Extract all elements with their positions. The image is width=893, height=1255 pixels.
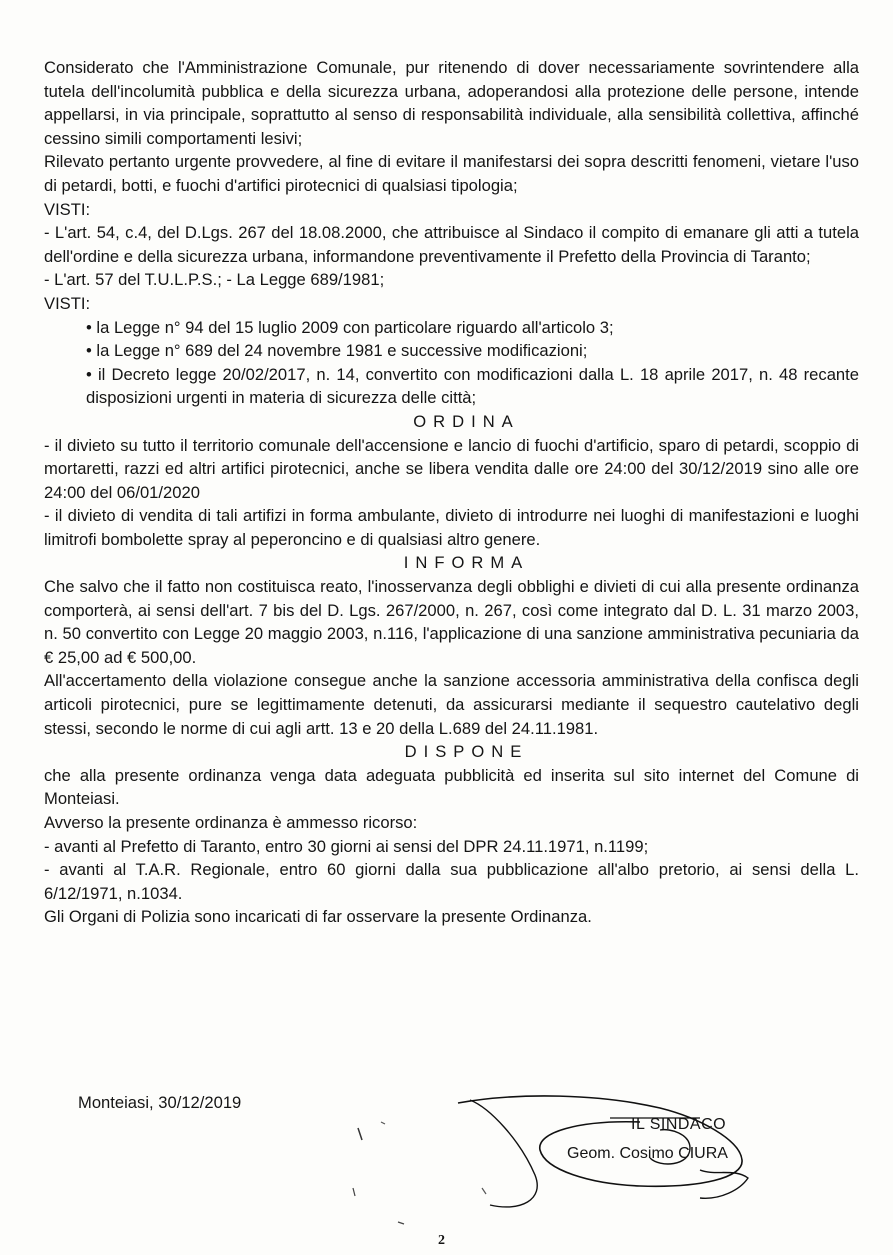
- ordina-divieto-accensione: - il divieto su tutto il territorio comunale dell'accensione e lancio di fuochi d'artificio, sparo di petardi, scoppio di mortaretti, razzi ed altri artifici pirotecnici, anche se libera vendita dalle ore 24:00 del 30/12/2019 sino alle ore 24:00 del 06/01/2020: [44, 435, 859, 502]
- heading-ordina: ORDINA: [413, 411, 520, 431]
- visti-bullet-list: [44, 316, 859, 410]
- place-date: Monteiasi, 30/12/2019: [78, 1093, 242, 1112]
- visti-heading-2: VISTI:: [44, 293, 91, 313]
- dispone-prefetto: - avanti al Prefetto di Taranto, entro 30 giorni ai sensi del DPR 24.11.1971, n.1199;: [44, 836, 649, 856]
- document-body: [44, 56, 859, 929]
- visti-item-tulps: - L'art. 57 del T.U.L.P.S.; - La Legge 689/1981;: [44, 270, 385, 290]
- dispone-polizia: Gli Organi di Polizia sono incaricati di far osservare la presente Ordinanza.: [44, 907, 592, 927]
- page-number: 2: [438, 1233, 445, 1248]
- dispone-pubblicita: che alla presente ordinanza venga data adeguata pubblicità ed inserita sul sito internet del Comune di Monteiasi.: [44, 765, 859, 809]
- dispone-ricorso: Avverso la presente ordinanza è ammesso ricorso:: [44, 813, 418, 832]
- bullet-legge-689: • la Legge n° 689 del 24 novembre 1981 e successive modificazioni;: [86, 341, 588, 361]
- signature-name: Geom. Cosimo CIURA: [567, 1145, 728, 1162]
- paragraph-considerato: Considerato che l'Amministrazione Comunale, pur ritenendo di dover necessariamente sovrintendere alla tutela dell'incolumità pubblica e della sicurezza urbana, adoperandosi alla protezione delle persone, intende appellarsi, in via principale, soprattutto al senso di responsabilità individuale, alla sensibilità collettiva, affinché cessino simili comportamenti lesivi;: [44, 58, 859, 148]
- visti-heading-1: VISTI:: [44, 199, 91, 219]
- bullet-legge-94: • la Legge n° 94 del 15 luglio 2009 con particolare riguardo all'articolo 3;: [86, 317, 614, 337]
- paragraph-rilevato: Rilevato pertanto urgente provvedere, al fine di evitare il manifestarsi dei sopra descritti fenomeni, vietare l'uso di petardi, botti, e fuochi d'artifici pirotecnici di qualsiasi tipologia;: [44, 152, 859, 195]
- heading-dispone: DISPONE: [404, 742, 529, 762]
- dispone-tar: - avanti al T.A.R. Regionale, entro 60 giorni dalla sua pubblicazione all'albo pretorio, ai sensi della L. 6/12/1971, n.1034.: [44, 860, 859, 903]
- heading-informa: INFORMA: [403, 553, 530, 573]
- visti-item-art54: - L'art. 54, c.4, del D.Lgs. 267 del 18.08.2000, che attribuisce al Sindaco il compito di emanare gli atti a tutela dell'ordine e della sicurezza urbana, informandone preventivamente il Prefetto della Provincia di Taranto;: [44, 223, 859, 266]
- informa-confisca: All'accertamento della violazione consegue anche la sanzione accessoria amministrativa della confisca degli articoli pirotecnici, pure se legittimamente detenuti, da assicurarsi mediante il sequestro cautelativo degli stessi, secondo le norme di cui agli artt. 13 e 20 della L.689 del 24.11.1981.: [44, 671, 859, 738]
- informa-sanzione: Che salvo che il fatto non costituisca reato, l'inosservanza degli obblighi e divieti di cui alla presente ordinanza comporterà, ai sensi dell'art. 7 bis del D. Lgs. 267/2000, n. 267, così come integrato dal D. L. 31 marzo 2003, n. 50 convertito con Legge 20 maggio 2003, n.116, l'applicazione di una sanzione amministrativa pecuniaria da € 25,00 ad € 500,00.: [44, 577, 859, 667]
- signature-title: IL SINDACO: [631, 1116, 727, 1133]
- bullet-decreto-legge: • il Decreto legge 20/02/2017, n. 14, convertito con modificazioni dalla L. 18 aprile 2017, n. 48 recante disposizioni urgenti in materia di sicurezza delle città;: [86, 364, 859, 408]
- ordina-divieto-vendita: - il divieto di vendita di tali artifizi in forma ambulante, divieto di introdurre nei luoghi di manifestazioni e luoghi limitrofi bombolette spray al peperoncino e di qualsiasi altro genere.: [44, 506, 859, 549]
